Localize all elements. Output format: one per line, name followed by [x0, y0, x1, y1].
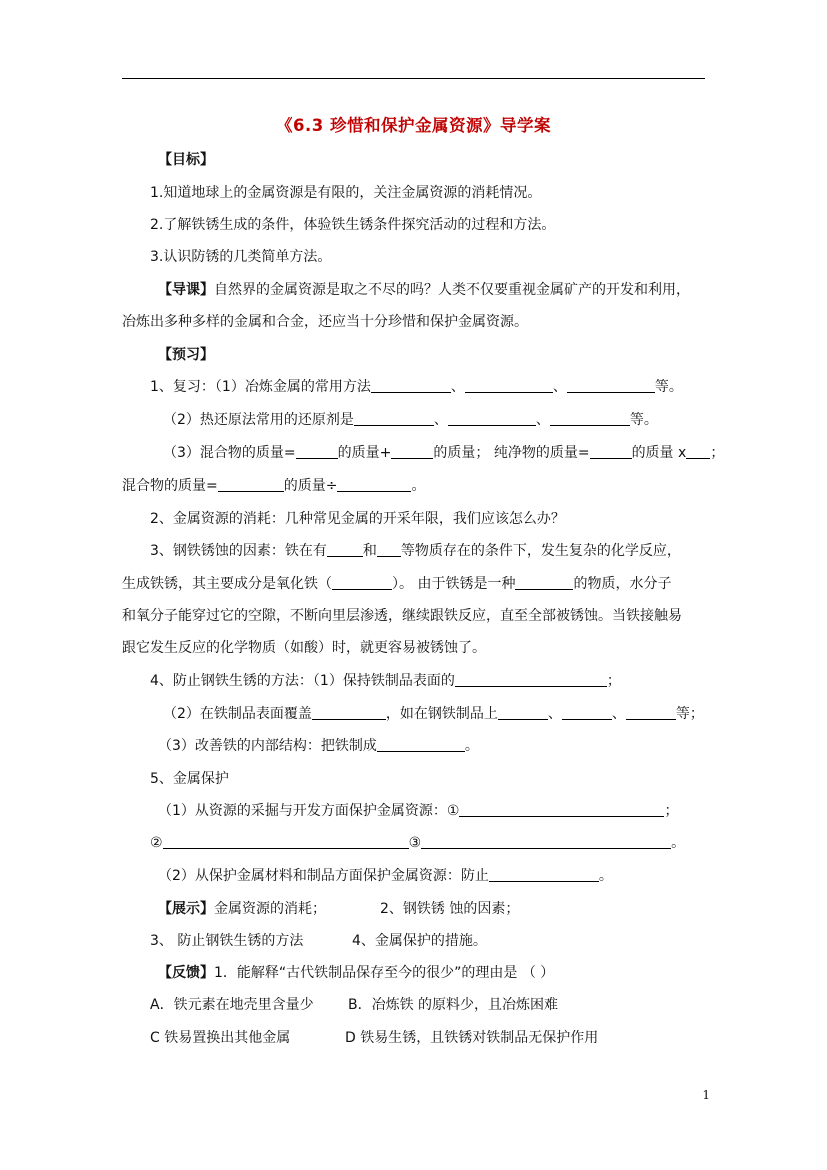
preview-q4a [150, 671, 621, 691]
q13-end: ； [710, 445, 725, 461]
q5b-text-a: ② [150, 835, 163, 851]
feedback-option-d[interactable]: D 铁易生锈，且铁锈对铁制品无保护作用 [345, 1030, 599, 1046]
preview-q5b [150, 833, 685, 853]
q13-blank-4[interactable] [686, 443, 710, 459]
goal-item-1: 1.知道地球上的金属资源是有限的，关注金属资源的消耗情况。 [150, 185, 542, 201]
q4b-blank-3[interactable] [562, 704, 612, 720]
q4b-blank-4[interactable] [626, 704, 676, 720]
preview-q2: 2、金属资源的消耗：几种常见金属的开采年限，我们应该怎么办？ [150, 511, 565, 527]
q13-text-b: 的质量+ [337, 445, 392, 461]
show-line-1 [158, 899, 326, 919]
q3a-text-c: 等物质存在的条件下，发生复杂的化学反应， [400, 543, 681, 559]
q1-sep-1: 、 [450, 379, 465, 395]
q1-end: 等。 [654, 379, 683, 395]
q5a-blank-1[interactable] [459, 801, 664, 817]
preview-q1-2 [163, 410, 658, 430]
q5c-end: 。 [598, 868, 613, 884]
preview-q3b [122, 574, 671, 594]
q4c-end: 。 [464, 738, 479, 754]
q12-blank-3[interactable] [550, 410, 630, 426]
preview-q3a [150, 541, 681, 561]
preview-q4c [158, 736, 479, 756]
q4b-end: 等； [675, 706, 704, 722]
q5b-blank-2[interactable] [421, 833, 671, 849]
q1-blank-2[interactable] [465, 377, 553, 393]
feedback-line-1 [158, 963, 554, 983]
q4b-blank-1[interactable] [312, 704, 386, 720]
preview-q5a [158, 801, 678, 821]
q12-text: （2）热还原法常用的还原剂是 [163, 412, 354, 428]
q3b-text-c: 的物质，水分子 [573, 576, 672, 592]
q3a-text-a: 3、钢铁锈蚀的因素：铁在有 [150, 543, 327, 559]
preview-q3d: 跟它发生反应的化学物质（如酸）时，就更容易被锈蚀了。 [122, 640, 486, 656]
q1-blank-1[interactable] [371, 377, 451, 393]
preview-q1-3b [122, 476, 425, 496]
q12-sep-1: 、 [433, 412, 448, 428]
q13b-text-a: 混合物的质量= [122, 478, 218, 494]
q1-text: 1、复习：（1）冶炼金属的常用方法 [150, 379, 371, 395]
q5b-text-b: ③ [408, 835, 422, 851]
q13-blank-1[interactable] [296, 443, 338, 459]
q5a-text: （1）从资源的采掘与开发方面保护金属资源：① [158, 803, 460, 819]
preview-q1-review [150, 377, 683, 397]
q13-blank-2[interactable] [391, 443, 433, 459]
q5c-text: （2）从保护金属材料和制品方面保护金属资源：防止 [158, 868, 489, 884]
preview-q4b [163, 704, 704, 724]
feedback-question: 1．能解释“古代铁制品保存至今的很少”的理由是 （ ） [214, 965, 555, 981]
intro-line-1 [158, 280, 690, 300]
q1-sep-2: 、 [552, 379, 567, 395]
show-item-4: 4、金属保护的措施。 [352, 933, 487, 949]
preview-q1-3 [163, 443, 724, 463]
page-title: 《6.3 珍惜和保护金属资源》导学案 [276, 116, 551, 135]
q12-end: 等。 [629, 412, 658, 428]
q13b-blank-2[interactable] [337, 476, 411, 492]
q4b-text-a: （2）在铁制品表面覆盖 [163, 706, 312, 722]
q13-text-c: 的质量； 纯净物的质量= [433, 445, 590, 461]
q13-text-d: 的质量 x [631, 445, 687, 461]
q13b-end: 。 [411, 478, 426, 494]
q4a-end: ； [606, 673, 621, 689]
q5a-end: ； [664, 803, 679, 819]
q5b-blank-1[interactable] [163, 833, 409, 849]
q3a-blank-1[interactable] [327, 541, 363, 557]
intro-heading: 【导课】 [158, 282, 214, 298]
show-heading: 【展示】 [158, 901, 214, 917]
intro-line-2: 冶炼出多种多样的金属和合金，还应当十分珍惜和保护金属资源。 [122, 314, 528, 330]
preview-q5c [158, 866, 613, 886]
q12-sep-2: 、 [535, 412, 550, 428]
q13b-text-b: 的质量÷ [283, 478, 338, 494]
q3b-text-b: ）。 由于铁锈是一种 [392, 576, 516, 592]
q4c-blank-1[interactable] [377, 736, 465, 752]
header-rule [122, 78, 705, 79]
show-item-1: 金属资源的消耗； [214, 901, 326, 917]
preview-q3c: 和氧分子能穿过它的空隙，不断向里层渗透，继续跟铁反应，直至全部被锈蚀。当铁接触易 [122, 608, 682, 624]
q5c-blank-1[interactable] [489, 866, 599, 882]
intro-text-1: 自然界的金属资源是取之不尽的吗？人类不仅要重视金属矿产的开发和利用， [214, 282, 690, 298]
q13b-blank-1[interactable] [218, 476, 284, 492]
preview-q5: 5、金属保护 [150, 771, 229, 787]
preview-heading: 【预习】 [158, 347, 214, 363]
q12-blank-2[interactable] [448, 410, 536, 426]
q4b-text-b: ，如在钢铁制品上 [385, 706, 498, 722]
q4a-text: 4、防止钢铁生锈的方法：（1）保持铁制品表面的 [150, 673, 455, 689]
goal-item-2: 2.了解铁锈生成的条件，体验铁生锈条件探究活动的过程和方法。 [150, 217, 556, 233]
q4a-blank-1[interactable] [455, 671, 607, 687]
feedback-option-a[interactable]: A．铁元素在地壳里含量少 [150, 997, 314, 1013]
feedback-option-c[interactable]: C 铁易置换出其他金属 [150, 1030, 291, 1046]
feedback-option-b[interactable]: B．冶炼铁 的原料少，且冶炼困难 [348, 997, 559, 1013]
q5b-end: 。 [671, 835, 686, 851]
q12-blank-1[interactable] [354, 410, 434, 426]
q13-blank-3[interactable] [590, 443, 632, 459]
q3b-blank-1[interactable] [332, 574, 392, 590]
q4b-sep-2: 、 [611, 706, 626, 722]
feedback-heading: 【反馈】 [158, 965, 214, 981]
q3a-blank-2[interactable] [377, 541, 401, 557]
q4b-blank-2[interactable] [498, 704, 548, 720]
show-item-3: 3、 防止钢铁生锈的方法 [150, 933, 304, 949]
show-item-2: 2、钢铁锈 蚀的因素； [380, 901, 520, 917]
q3b-text-a: 生成铁锈，其主要成分是氧化铁（ [122, 576, 332, 592]
q3a-text-b: 和 [362, 543, 377, 559]
q4c-text: （3）改善铁的内部结构：把铁制成 [158, 738, 377, 754]
goals-heading: 【目标】 [158, 152, 214, 168]
page-number: 1 [702, 1088, 710, 1102]
q4b-sep-1: 、 [547, 706, 562, 722]
q1-blank-3[interactable] [567, 377, 655, 393]
goal-item-3: 3.认识防锈的几类简单方法。 [150, 249, 332, 265]
q13-text-a: （3）混合物的质量= [163, 445, 296, 461]
q3b-blank-2[interactable] [515, 574, 573, 590]
